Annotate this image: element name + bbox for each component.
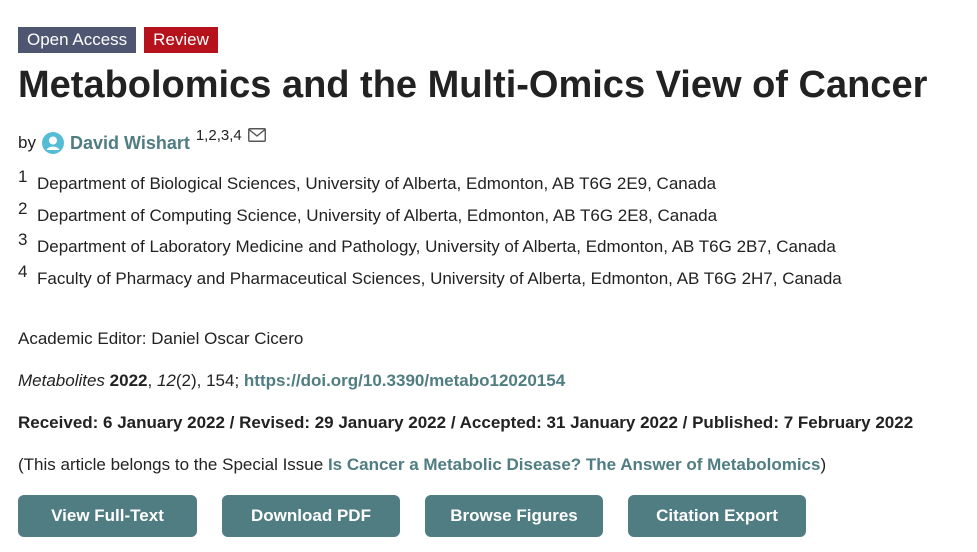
special-issue-line	[18, 455, 826, 475]
doi-link[interactable]: https://doi.org/10.3390/metabo12020154	[243, 371, 566, 390]
affiliation-number: 2	[18, 198, 28, 218]
publication-dates: Received: 6 January 2022 / Revised: 29 January 2022 / Accepted: 31 January 2022 / Published: 7 February 2022	[18, 413, 914, 432]
citation-pages: , 154;	[196, 371, 244, 390]
download-pdf-button[interactable]: Download PDF	[222, 495, 400, 537]
citation-volume: 12	[156, 371, 176, 390]
citation-year: 2022	[109, 371, 148, 390]
affiliation-text: Department of Biological Sciences, University of Alberta, Edmonton, AB T6G 2E9, Canada	[37, 174, 717, 193]
affiliation-item	[18, 198, 842, 238]
affiliations-list	[18, 167, 842, 300]
author-name-link[interactable]: David Wishart	[69, 132, 190, 153]
academic-editor: Academic Editor: Daniel Oscar Cicero	[18, 329, 304, 348]
special-issue-prefix: (This article belongs to the Special Issue	[18, 455, 328, 474]
open-access-badge[interactable]: Open Access	[18, 27, 136, 53]
citation-line: Metabolites 2022, 12(2), 154; https://doi.org/10.3390/metabo12020154	[18, 371, 566, 390]
view-full-text-button[interactable]: View Full-Text	[18, 495, 197, 537]
special-issue-suffix: )	[820, 455, 827, 474]
by-label: by	[18, 133, 36, 152]
journal-name: Metabolites	[18, 371, 105, 390]
affiliation-item	[18, 261, 842, 301]
review-badge[interactable]: Review	[144, 27, 218, 53]
author-avatar-icon[interactable]	[42, 132, 64, 154]
author-line	[18, 126, 266, 154]
affiliation-item	[18, 230, 842, 269]
citation-export-button[interactable]: Citation Export	[628, 495, 806, 537]
email-icon[interactable]	[248, 127, 266, 147]
affiliation-number: 1	[18, 167, 28, 186]
special-issue-link[interactable]: Is Cancer a Metabolic Disease? The Answer of Metabolomics	[327, 455, 821, 474]
article-title: Metabolomics and the Multi-Omics View of Cancer	[18, 64, 928, 106]
citation-issue: (2)	[175, 371, 197, 390]
article-actions	[18, 495, 806, 537]
affiliation-text: Department of Computing Science, University of Alberta, Edmonton, AB T6G 2E8, Canada	[37, 205, 718, 225]
affiliation-text: Department of Laboratory Medicine and Pathology, University of Alberta, Edmonton, AB T6G 2B7, Canada	[37, 237, 836, 256]
author-affiliation-refs: 1,2,3,4	[195, 126, 242, 144]
browse-figures-button[interactable]: Browse Figures	[425, 495, 603, 537]
affiliation-number: 4	[18, 261, 28, 281]
affiliation-item	[18, 167, 842, 206]
article-badges	[18, 27, 218, 53]
affiliation-text: Faculty of Pharmacy and Pharmaceutical Sciences, University of Alberta, Edmonton, AB T6G 2H7, Canada	[37, 268, 842, 288]
affiliation-number: 3	[18, 230, 28, 249]
